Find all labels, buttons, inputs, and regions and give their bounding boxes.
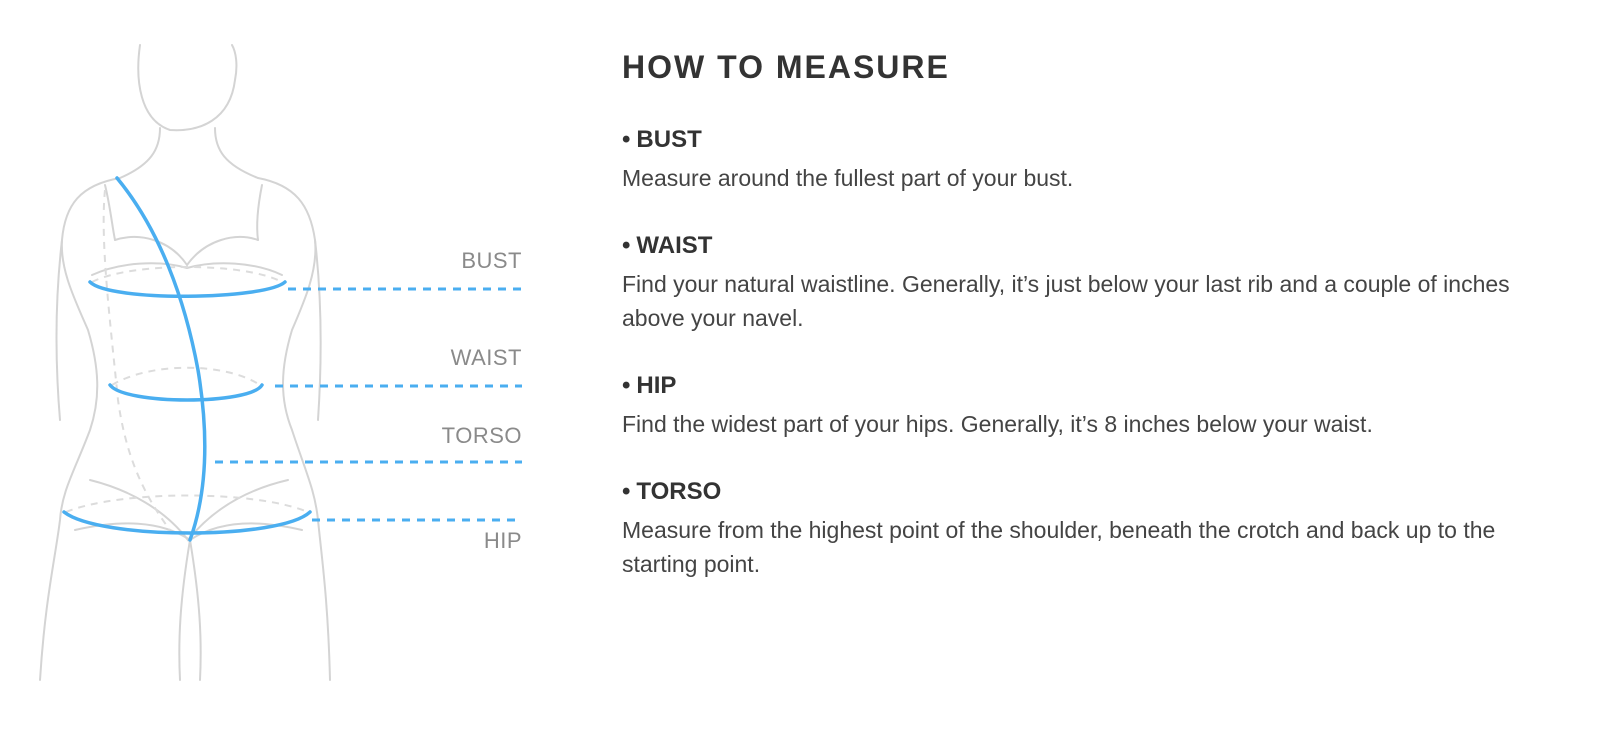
bust-heading [622,123,1562,157]
bullet: • [622,372,631,399]
neck-left-outline [120,128,160,178]
torso-section [622,475,1562,581]
bust-back-dashed [92,267,282,282]
hip-heading-text: HIP [636,372,677,399]
arm-left-outline [56,240,62,420]
torso-tape [117,178,205,540]
strap-left [105,185,115,240]
torso-description: Measure from the highest point of the shoulder, beneath the crotch and back up to the starting point. [622,517,1496,577]
bust-description: Measure around the fullest part of your bust. [622,165,1074,191]
leg-right-inner [190,540,201,680]
bullet: • [622,126,631,153]
measurement-instructions [622,45,1562,615]
page-title: HOW TO MEASURE [622,49,950,85]
bust-label: BUST [461,248,522,273]
waist-description: Find your natural waistline. Generally, it’s just below your last rib and a couple of inches above your navel. [622,271,1510,331]
waist-section [622,229,1562,335]
torso-heading [622,475,1562,509]
waist-back-dashed [112,368,260,385]
head-outline [138,45,236,130]
hip-back-dashed [66,496,308,513]
waist-heading-text: WAIST [636,232,713,259]
hip-section [622,369,1562,441]
arm-right-outline [315,240,321,420]
bullet: • [622,232,631,259]
hip-heading [622,369,1562,403]
leg-left-inner [179,540,190,680]
neck-right-outline [215,128,258,178]
bust-section [622,123,1562,195]
waist-heading [622,229,1562,263]
torso-right-outline [258,178,330,680]
brief-outline [90,480,288,540]
hip-description: Find the widest part of your hips. Generally, it’s 8 inches below your waist. [622,411,1373,437]
strap-right [257,185,262,240]
torso-left-outline [40,178,120,680]
torso-heading-text: TORSO [636,478,722,505]
waist-tape [110,385,262,400]
bust-heading-text: BUST [636,126,702,153]
waist-label: WAIST [450,345,522,370]
bullet: • [622,478,631,505]
bust-outline [115,237,258,265]
torso-back-dashed [104,190,170,530]
hip-tape [64,512,310,533]
hip-label: HIP [483,528,522,553]
bust-tape [90,282,285,296]
torso-label: TORSO [441,423,522,448]
body-measurement-figure [0,0,560,741]
